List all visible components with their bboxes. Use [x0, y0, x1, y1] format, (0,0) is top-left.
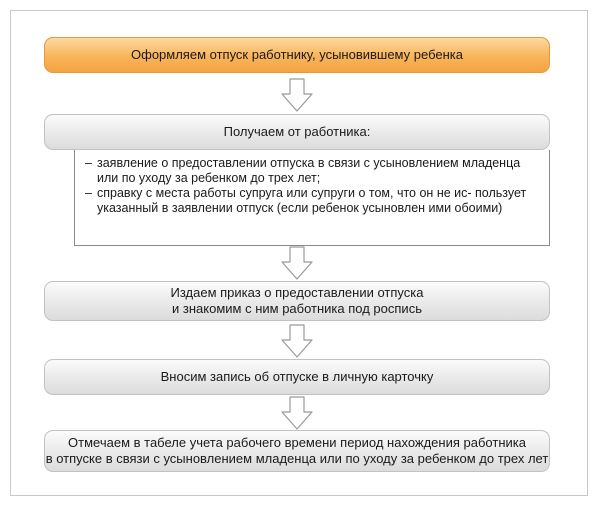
bullet-dash: – — [85, 186, 92, 200]
down-arrow-icon — [281, 78, 313, 112]
step-5-box — [44, 430, 550, 472]
step-1-label: Оформляем отпуск работнику, усыновившему ребенка — [131, 47, 463, 62]
bullet-dash: – — [85, 156, 92, 170]
step-2-box — [44, 114, 550, 150]
step-3-label-line1: Издаем приказ о предоставлении отпуска — [170, 285, 424, 300]
detail-item — [85, 186, 539, 216]
down-arrow-icon — [281, 324, 313, 358]
step-5-label-line2: в отпуске в связи с усыновлением младенца или по уходу за ребенком до трех лет — [45, 451, 549, 466]
step-2-label: Получаем от работника: — [223, 124, 371, 139]
step-3-box — [44, 281, 550, 321]
step-4-label: Вносим запись об отпуске в личную карточку — [160, 369, 434, 384]
step-1-box — [44, 37, 550, 73]
detail-item — [85, 156, 539, 186]
step-2-details — [74, 150, 550, 246]
step-4-box — [44, 359, 550, 395]
step-3-label-line2: и знакомим с ним работника под роспись — [172, 301, 422, 316]
detail-item-text: справку с места работы супруга или супруги о том, что он не ис- пользует указанный в заявлении отпуск (если ребенок усыновлен ими обоими) — [97, 186, 527, 215]
step-5-label-line1: Отмечаем в табеле учета рабочего времени период нахождения работника — [68, 435, 526, 450]
down-arrow-icon — [281, 246, 313, 280]
detail-item-text: заявление о предоставлении отпуска в связи с усыновлением младенца или по уходу за ребенком до трех лет; — [97, 156, 521, 185]
down-arrow-icon — [281, 396, 313, 430]
